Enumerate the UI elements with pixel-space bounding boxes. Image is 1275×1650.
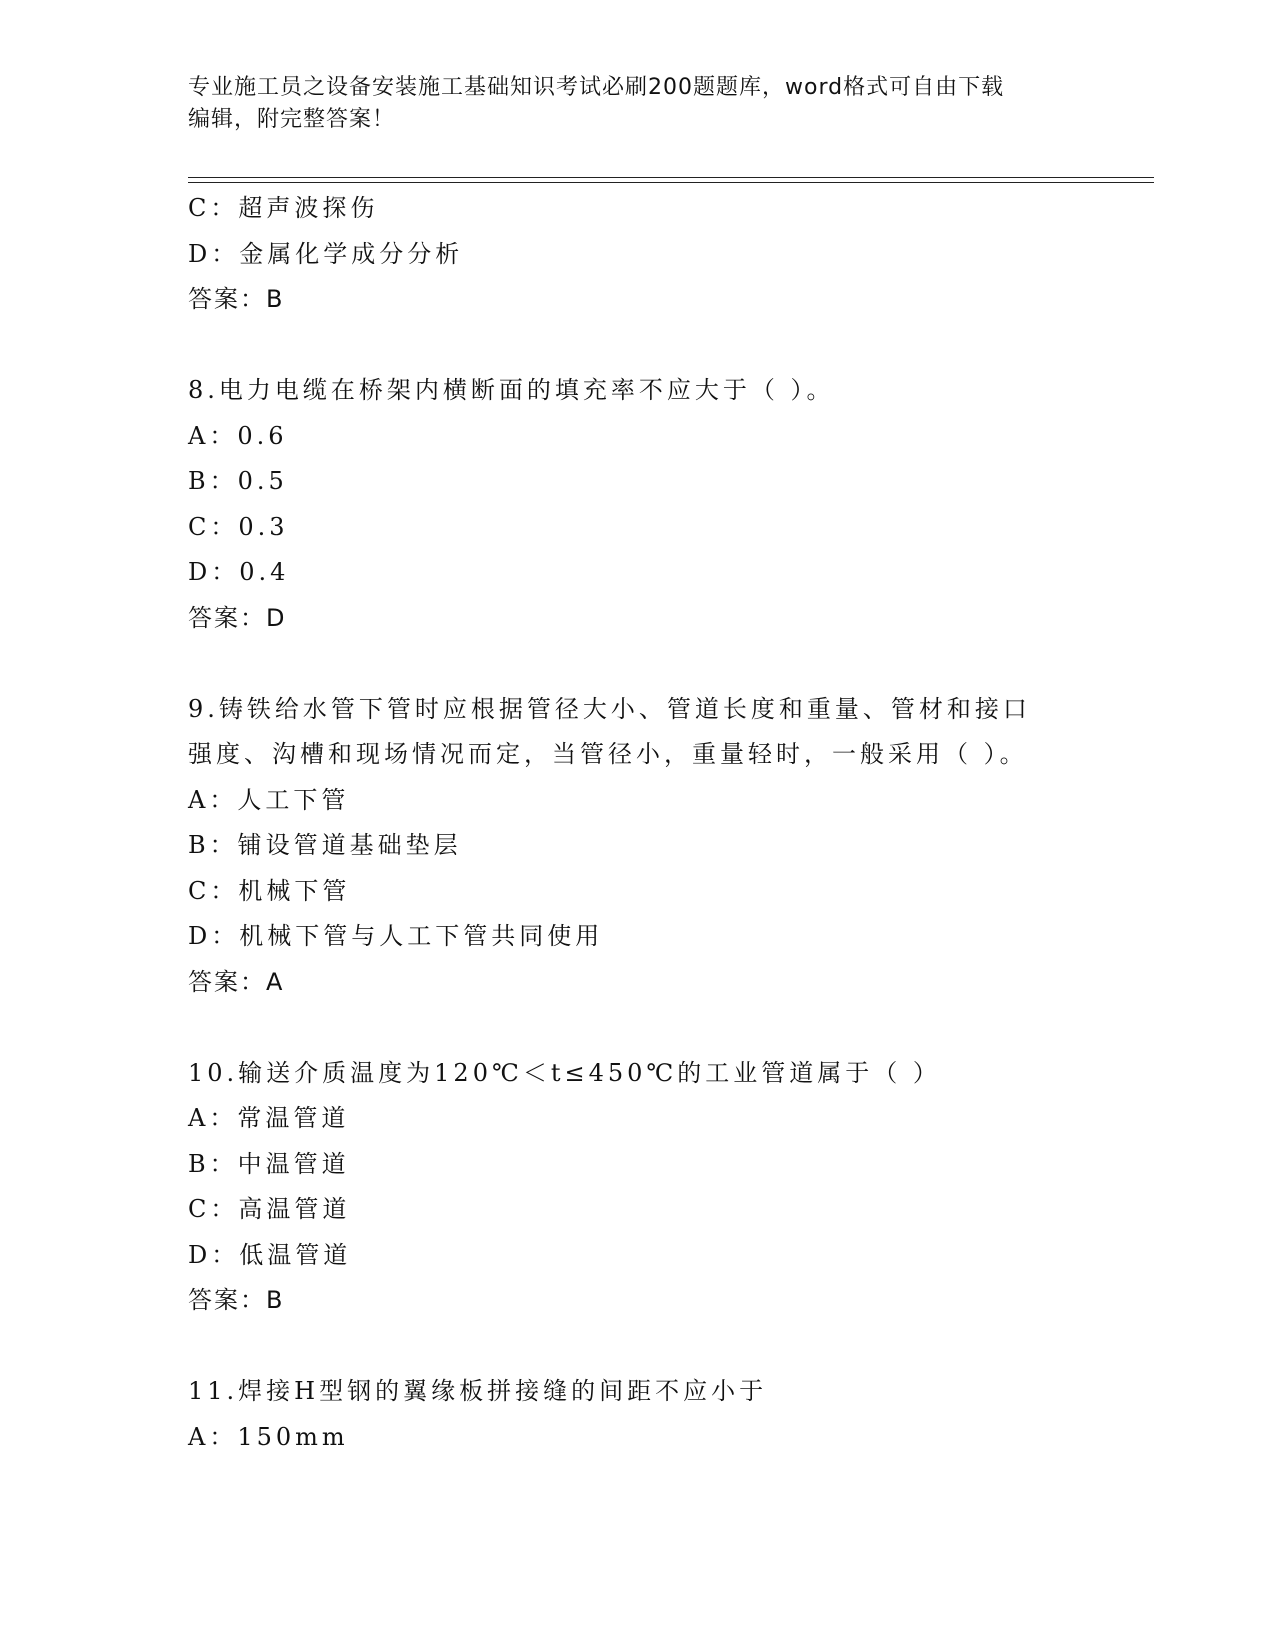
answer: 答案：B	[188, 1286, 285, 1314]
spacer	[188, 1005, 1148, 1051]
document-header	[188, 72, 1068, 136]
option-b: B：中温管道	[188, 1149, 350, 1178]
answer: 答案：A	[188, 967, 285, 996]
option-a: A：常温管道	[188, 1104, 350, 1132]
spacer	[188, 641, 1148, 687]
option-d: D：低温管道	[188, 1240, 352, 1269]
header-line-2: 编辑，附完整答案！	[188, 107, 396, 132]
option-c: C：机械下管	[188, 876, 351, 905]
option-b: B：0.5	[188, 467, 288, 495]
question-7-tail	[188, 186, 1148, 323]
option-c: C：0.3	[188, 512, 289, 541]
option-a: A：150mm	[188, 1422, 349, 1451]
spacer	[188, 1324, 1148, 1370]
option-a: A：人工下管	[188, 785, 350, 814]
question-text: 10.输送介质温度为120℃＜t≤450℃的工业管道属于（ ）	[188, 1058, 941, 1087]
option-c: C：高温管道	[188, 1195, 351, 1223]
answer: 答案：D	[188, 603, 287, 632]
header-divider-top	[188, 177, 1154, 178]
spacer	[188, 323, 1148, 369]
question-9	[188, 687, 1148, 1006]
question-10	[188, 1051, 1148, 1324]
option-d: D：0.4	[188, 558, 290, 586]
header-divider-bottom	[188, 182, 1154, 183]
question-8	[188, 368, 1148, 641]
question-text: 8.电力电缆在桥架内横断面的填充率不应大于（ ）。	[188, 376, 835, 404]
question-text-line-2: 强度、沟槽和现场情况而定，当管径小，重量轻时，一般采用（ ）。	[188, 740, 1028, 768]
option-d: D：机械下管与人工下管共同使用	[188, 922, 604, 950]
header-line-1: 专业施工员之设备安装施工基础知识考试必刷200题题库，word格式可自由下载	[188, 75, 1005, 100]
option-a: A：0.6	[188, 421, 288, 450]
question-list	[188, 186, 1148, 1460]
option-d: D：金属化学成分分析	[188, 239, 464, 268]
question-text: 11.焊接H型钢的翼缘板拼接缝的间距不应小于	[188, 1377, 768, 1405]
option-c: C：超声波探伤	[188, 194, 379, 222]
question-text-line-1: 9.铸铁给水管下管时应根据管径大小、管道长度和重量、管材和接口	[188, 694, 1031, 723]
answer: 答案：B	[188, 285, 285, 313]
question-11	[188, 1369, 1148, 1460]
option-b: B：铺设管道基础垫层	[188, 831, 462, 859]
